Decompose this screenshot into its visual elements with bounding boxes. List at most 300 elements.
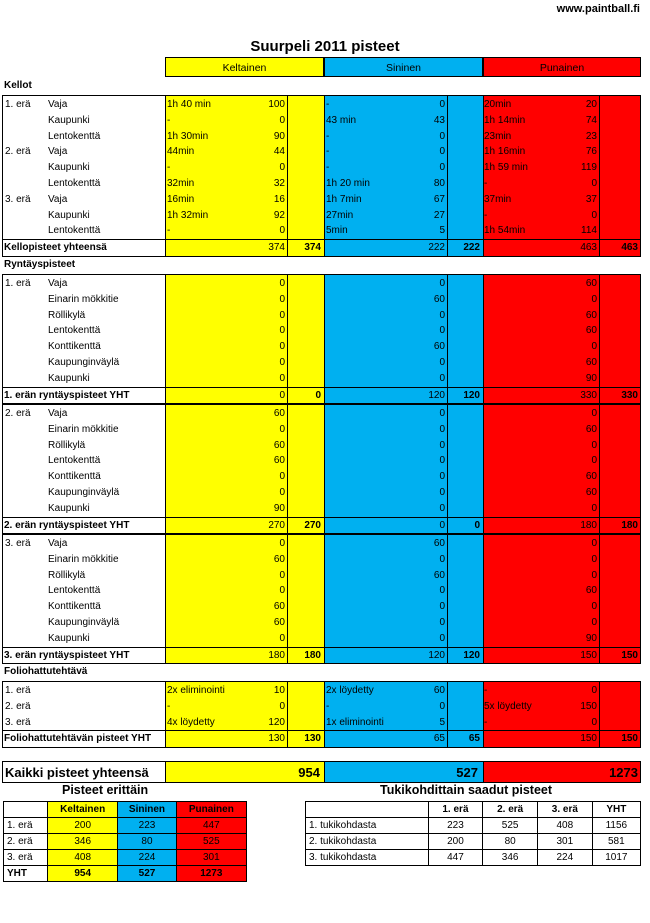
- red-points: 0: [591, 439, 597, 451]
- yellow-points: 44: [273, 146, 285, 158]
- blue-points: 60: [433, 685, 445, 696]
- yellow-points: 0: [279, 341, 285, 353]
- yellow-points: 90: [273, 502, 285, 514]
- blue-total: 0: [439, 519, 445, 531]
- yellow-points: 32: [273, 178, 285, 189]
- folio-row: [0, 683, 650, 698]
- blue-points: 0: [439, 99, 445, 110]
- blue-points: 0: [439, 325, 445, 337]
- kellot-row: [0, 192, 650, 207]
- yellow-time: -: [167, 225, 171, 237]
- place-label: Vaja: [48, 193, 68, 205]
- folio-row: [0, 699, 650, 714]
- grand-total-label: Kaikki pisteet yhteensä: [5, 765, 149, 780]
- place-label: Kaupunki: [48, 502, 90, 514]
- place-label: Lentokenttä: [48, 585, 101, 597]
- ryntays-total-1: [0, 388, 650, 403]
- per-round-header-cell: Keltainen: [48, 802, 118, 818]
- per-base-row: [306, 850, 641, 866]
- blue-time: 2x löydetty: [326, 685, 374, 696]
- red-total: 150: [580, 649, 597, 661]
- red-points: 0: [591, 408, 597, 419]
- round-label: 1. erä: [5, 685, 31, 696]
- per-round-header-cell: Punainen: [176, 802, 246, 818]
- kellot-row: [0, 176, 650, 191]
- yellow-points: 0: [279, 309, 285, 321]
- red-points: 0: [591, 341, 597, 353]
- tukikohdat-title: Tukikohdittain saadut pisteet: [380, 783, 553, 797]
- per-base-cell: 525: [483, 818, 538, 834]
- per-round-row: [4, 818, 247, 834]
- per-round-cell: 954: [48, 866, 118, 882]
- red-time: -: [484, 209, 488, 221]
- per-base-cell: 346: [483, 850, 538, 866]
- blue-time: 1h 20 min: [326, 178, 370, 189]
- place-label: Röllikylä: [48, 309, 86, 321]
- blue-total: 222: [428, 242, 445, 254]
- red-points: 20: [585, 99, 597, 110]
- blue-points: 0: [439, 617, 445, 628]
- per-base-row: [306, 834, 641, 850]
- red-time: 20min: [484, 99, 512, 110]
- ryntays-row: [0, 552, 650, 567]
- ryntays-row: [0, 599, 650, 614]
- red-points: 0: [591, 553, 597, 565]
- blue-total-sum: 120: [463, 649, 480, 661]
- blue-points: 0: [439, 585, 445, 597]
- grand-red: 1273: [609, 765, 638, 780]
- per-round-cell: 346: [48, 834, 118, 850]
- blue-points: 0: [439, 502, 445, 514]
- red-points: 90: [585, 372, 597, 384]
- per-round-cell: 1. erä: [4, 818, 48, 834]
- kellot-row: [0, 144, 650, 159]
- red-points: 150: [580, 700, 597, 712]
- yellow-time: -: [167, 700, 171, 712]
- yellow-points: 60: [273, 455, 285, 467]
- per-base-cell: 80: [483, 834, 538, 850]
- blue-total-sum: 0: [474, 519, 480, 531]
- place-label: Einarin mökkitie: [48, 553, 119, 565]
- place-label: Konttikenttä: [48, 601, 101, 613]
- yellow-time: -: [167, 162, 171, 174]
- per-round-cell: 3. erä: [4, 850, 48, 866]
- place-label: Kaupunki: [48, 632, 90, 644]
- yellow-points: 60: [273, 553, 285, 565]
- per-round-row: [4, 834, 247, 850]
- red-total: 150: [580, 733, 597, 745]
- per-base-cell: 224: [538, 850, 593, 866]
- per-round-cell: 527: [118, 866, 176, 882]
- red-points: 76: [585, 146, 597, 158]
- per-base-cell: 1. tukikohdasta: [306, 818, 429, 834]
- red-total-sum: 463: [621, 242, 638, 254]
- red-points: 119: [581, 162, 597, 174]
- red-time: 1h 54min: [484, 225, 526, 237]
- red-points: 0: [591, 502, 597, 514]
- blue-time: 1h 7min: [326, 193, 362, 205]
- erittain-title: Pisteet erittäin: [62, 783, 149, 797]
- red-points: 0: [591, 455, 597, 467]
- place-label: Kaupunki: [48, 209, 90, 221]
- red-points: 0: [591, 538, 597, 549]
- red-points: 60: [585, 471, 597, 483]
- per-round-table: [3, 801, 247, 882]
- per-base-cell: 2. tukikohdasta: [306, 834, 429, 850]
- yellow-points: 0: [279, 632, 285, 644]
- place-label: Vaja: [48, 538, 68, 549]
- blue-total: 65: [433, 733, 445, 745]
- yellow-points: 0: [279, 357, 285, 368]
- place-label: Kaupunki: [48, 372, 90, 384]
- total-label: 1. erän ryntäyspisteet YHT: [4, 389, 130, 401]
- red-time: 1h 14min: [484, 114, 526, 126]
- yellow-time: 1h 40 min: [167, 99, 211, 110]
- yellow-total-sum: 130: [304, 733, 321, 745]
- blue-points: 0: [439, 372, 445, 384]
- red-total: 180: [580, 519, 597, 531]
- kellot-row: [0, 160, 650, 175]
- red-points: 0: [591, 569, 597, 581]
- round-label: 2. erä: [5, 700, 31, 712]
- place-label: Einarin mökkitie: [48, 423, 119, 435]
- yellow-time: -: [167, 114, 171, 126]
- blue-time: -: [326, 99, 330, 110]
- blue-time: 43 min: [326, 114, 357, 126]
- ryntays-row: [0, 292, 650, 307]
- total-label: Kellopisteet yhteensä: [4, 242, 107, 254]
- grand-total-row: [0, 764, 650, 782]
- ryntays-row: [0, 615, 650, 630]
- yellow-total: 130: [268, 733, 285, 745]
- ryntays-row: [0, 469, 650, 484]
- yellow-points: 0: [279, 538, 285, 549]
- yellow-time: 32min: [167, 178, 195, 189]
- folio-total: [0, 731, 650, 746]
- blue-time: 27min: [326, 209, 354, 221]
- ryntays-row: [0, 485, 650, 500]
- red-points: 0: [591, 601, 597, 613]
- blue-time: 1x eliminointi: [326, 716, 384, 728]
- place-label: Lentokenttä: [48, 325, 101, 337]
- ryntays-row: [0, 406, 650, 421]
- blue-total: 120: [428, 649, 445, 661]
- blue-points: 0: [439, 309, 445, 321]
- per-base-cell: 301: [538, 834, 593, 850]
- red-time: -: [484, 685, 488, 696]
- team-header-yellow: Keltainen: [165, 57, 324, 77]
- red-time: -: [484, 716, 488, 728]
- blue-points: 5: [439, 716, 445, 728]
- round-label: 3. erä: [5, 193, 31, 205]
- per-base-table: [305, 801, 641, 866]
- red-points: 90: [585, 632, 597, 644]
- ryntays-row: [0, 308, 650, 323]
- red-total-sum: 330: [621, 389, 638, 401]
- per-round-cell: 525: [176, 834, 246, 850]
- red-total-sum: 180: [621, 519, 638, 531]
- per-round-cell: 80: [118, 834, 176, 850]
- ryntays-row: [0, 631, 650, 646]
- ryntays-total-3: [0, 648, 650, 663]
- blue-points: 0: [439, 423, 445, 435]
- red-points: 0: [591, 685, 597, 696]
- red-points: 60: [585, 423, 597, 435]
- red-points: 74: [585, 114, 597, 126]
- yellow-total-sum: 180: [304, 649, 321, 661]
- yellow-time: 1h 30min: [167, 130, 209, 142]
- blue-points: 0: [439, 146, 445, 158]
- yellow-points: 90: [273, 130, 285, 142]
- ryntays-row: [0, 583, 650, 598]
- ryntays-row: [0, 371, 650, 386]
- per-round-cell: 447: [176, 818, 246, 834]
- yellow-points: 120: [268, 716, 285, 728]
- per-round-row: [4, 850, 247, 866]
- yellow-time: 4x löydetty: [167, 716, 215, 728]
- yellow-total-sum: 270: [304, 519, 321, 531]
- blue-points: 0: [439, 162, 445, 174]
- yellow-points: 92: [273, 209, 285, 221]
- blue-points: 0: [439, 553, 445, 565]
- red-points: 114: [581, 225, 597, 237]
- team-header-blue: Sininen: [324, 57, 483, 77]
- per-round-header-cell: Sininen: [118, 802, 176, 818]
- kellot-header: Kellot: [4, 80, 32, 91]
- total-label: Foliohattutehtävän pisteet YHT: [4, 733, 152, 745]
- blue-points: 60: [433, 538, 445, 549]
- kellot-total: [0, 240, 650, 255]
- red-total-sum: 150: [621, 733, 638, 745]
- round-label: 1. erä: [5, 278, 31, 289]
- red-points: 37: [585, 193, 597, 205]
- place-label: Konttikenttä: [48, 471, 101, 483]
- ryntays-row: [0, 323, 650, 338]
- blue-points: 27: [433, 209, 445, 221]
- folio-header: Foliohattutehtävä: [4, 666, 88, 677]
- red-time: 1h 16min: [484, 146, 526, 158]
- yellow-points: 0: [279, 700, 285, 712]
- blue-points: 0: [439, 487, 445, 498]
- red-points: 60: [585, 278, 597, 289]
- per-base-header-cell: YHT: [592, 802, 640, 818]
- red-total: 330: [580, 389, 597, 401]
- yellow-points: 0: [279, 162, 285, 174]
- blue-time: 5min: [326, 225, 348, 237]
- per-round-cell: 2. erä: [4, 834, 48, 850]
- yellow-time: 1h 32min: [167, 209, 209, 221]
- place-label: Kaupunginväylä: [48, 487, 120, 498]
- yellow-points: 16: [273, 193, 285, 205]
- round-label: 3. erä: [5, 538, 31, 549]
- blue-points: 0: [439, 632, 445, 644]
- yellow-points: 0: [279, 114, 285, 126]
- per-base-cell: 223: [428, 818, 483, 834]
- ryntays-row: [0, 501, 650, 516]
- blue-points: 60: [433, 293, 445, 305]
- blue-points: 5: [439, 225, 445, 237]
- yellow-points: 0: [279, 225, 285, 237]
- per-round-cell: 224: [118, 850, 176, 866]
- ryntays-row: [0, 339, 650, 354]
- round-label: 3. erä: [5, 716, 31, 728]
- per-base-cell: 581: [592, 834, 640, 850]
- red-points: 0: [591, 293, 597, 305]
- ryntays-row: [0, 422, 650, 437]
- place-label: Vaja: [48, 146, 68, 158]
- per-base-header-cell: 2. erä: [483, 802, 538, 818]
- ryntays-row: [0, 453, 650, 468]
- place-label: Lentokenttä: [48, 178, 101, 189]
- blue-points: 0: [439, 601, 445, 613]
- yellow-points: 10: [273, 685, 285, 696]
- per-base-header-cell: 1. erä: [428, 802, 483, 818]
- place-label: Kaupunginväylä: [48, 617, 120, 628]
- red-points: 60: [585, 309, 597, 321]
- round-label: 2. erä: [5, 408, 31, 419]
- ryntays-row: [0, 355, 650, 370]
- red-points: 60: [585, 357, 597, 368]
- yellow-points: 60: [273, 408, 285, 419]
- ryntays-row: [0, 568, 650, 583]
- total-label: 3. erän ryntäyspisteet YHT: [4, 649, 130, 661]
- blue-total-sum: 222: [463, 242, 480, 254]
- blue-total-sum: 65: [468, 733, 480, 745]
- per-round-cell: 408: [48, 850, 118, 866]
- place-label: Vaja: [48, 278, 68, 289]
- yellow-points: 60: [273, 439, 285, 451]
- page-title: Suurpeli 2011 pisteet: [250, 38, 400, 55]
- per-base-cell: 1017: [592, 850, 640, 866]
- round-label: 2. erä: [5, 146, 31, 158]
- yellow-time: 44min: [167, 146, 195, 158]
- red-time: -: [484, 178, 488, 189]
- place-label: Vaja: [48, 408, 68, 419]
- place-label: Einarin mökkitie: [48, 293, 119, 305]
- yellow-total: 180: [268, 649, 285, 661]
- red-total-sum: 150: [621, 649, 638, 661]
- blue-points: 67: [433, 193, 445, 205]
- kellot-row: [0, 113, 650, 128]
- round-label: 1. erä: [5, 99, 31, 110]
- red-points: 0: [591, 617, 597, 628]
- yellow-points: 0: [279, 423, 285, 435]
- ryntays-row: [0, 536, 650, 551]
- place-label: Konttikenttä: [48, 341, 101, 353]
- blue-points: 80: [433, 178, 445, 189]
- red-time: 5x löydetty: [484, 700, 532, 712]
- red-time: 23min: [484, 130, 512, 142]
- place-label: Vaja: [48, 99, 68, 110]
- place-label: Kaupunki: [48, 114, 90, 126]
- red-total: 463: [580, 242, 597, 254]
- blue-time: -: [326, 130, 330, 142]
- per-base-cell: 3. tukikohdasta: [306, 850, 429, 866]
- per-base-header-cell: [306, 802, 429, 818]
- yellow-total: 270: [268, 519, 285, 531]
- kellot-row: [0, 129, 650, 144]
- per-round-cell: 200: [48, 818, 118, 834]
- blue-points: 60: [433, 341, 445, 353]
- folio-row: [0, 715, 650, 730]
- yellow-points: 0: [279, 293, 285, 305]
- yellow-time: 2x eliminointi: [167, 685, 225, 696]
- grand-yellow: 954: [298, 765, 320, 780]
- yellow-points: 60: [273, 601, 285, 613]
- red-time: 37min: [484, 193, 512, 205]
- ryntays-row: [0, 438, 650, 453]
- blue-total-sum: 120: [463, 389, 480, 401]
- grand-blue: 527: [456, 765, 478, 780]
- per-round-header-cell: [4, 802, 48, 818]
- place-label: Röllikylä: [48, 569, 86, 581]
- per-base-header-row: [306, 802, 641, 818]
- blue-points: 0: [439, 439, 445, 451]
- per-base-cell: 447: [428, 850, 483, 866]
- yellow-points: 0: [279, 278, 285, 289]
- yellow-points: 0: [279, 569, 285, 581]
- per-round-cell: YHT: [4, 866, 48, 882]
- yellow-points: 0: [279, 487, 285, 498]
- kellot-row: [0, 208, 650, 223]
- blue-time: -: [326, 700, 330, 712]
- yellow-total: 374: [268, 242, 285, 254]
- kellot-row: [0, 97, 650, 112]
- blue-points: 0: [439, 357, 445, 368]
- blue-points: 0: [439, 455, 445, 467]
- blue-points: 0: [439, 130, 445, 142]
- per-round-cell: 301: [176, 850, 246, 866]
- red-points: 23: [585, 130, 597, 142]
- kellot-row: [0, 223, 650, 238]
- per-base-row: [306, 818, 641, 834]
- per-base-cell: 1156: [592, 818, 640, 834]
- place-label: Kaupunginväylä: [48, 357, 120, 368]
- blue-total: 120: [428, 389, 445, 401]
- yellow-total: 0: [279, 389, 285, 401]
- blue-time: -: [326, 162, 330, 174]
- team-header-red: Punainen: [483, 57, 641, 77]
- red-points: 60: [585, 325, 597, 337]
- ryntays-header: Ryntäyspisteet: [4, 259, 76, 270]
- blue-points: 60: [433, 569, 445, 581]
- yellow-points: 60: [273, 617, 285, 628]
- yellow-points: 0: [279, 585, 285, 597]
- per-round-header-row: [4, 802, 247, 818]
- blue-points: 0: [439, 471, 445, 483]
- per-base-header-cell: 3. erä: [538, 802, 593, 818]
- blue-points: 0: [439, 278, 445, 289]
- yellow-total-sum: 374: [304, 242, 321, 254]
- place-label: Kaupunki: [48, 162, 90, 174]
- blue-points: 43: [433, 114, 445, 126]
- blue-points: 0: [439, 700, 445, 712]
- per-base-cell: 408: [538, 818, 593, 834]
- place-label: Lentokenttä: [48, 455, 101, 467]
- red-points: 0: [591, 178, 597, 189]
- place-label: Lentokenttä: [48, 225, 101, 237]
- ryntays-total-2: [0, 518, 650, 533]
- yellow-points: 100: [268, 99, 285, 110]
- yellow-points: 0: [279, 325, 285, 337]
- red-points: 60: [585, 585, 597, 597]
- yellow-points: 0: [279, 372, 285, 384]
- total-label: 2. erän ryntäyspisteet YHT: [4, 519, 130, 531]
- site-url[interactable]: www.paintball.fi: [556, 3, 640, 15]
- yellow-total-sum: 0: [315, 389, 321, 401]
- per-base-cell: 200: [428, 834, 483, 850]
- red-points: 0: [591, 209, 597, 221]
